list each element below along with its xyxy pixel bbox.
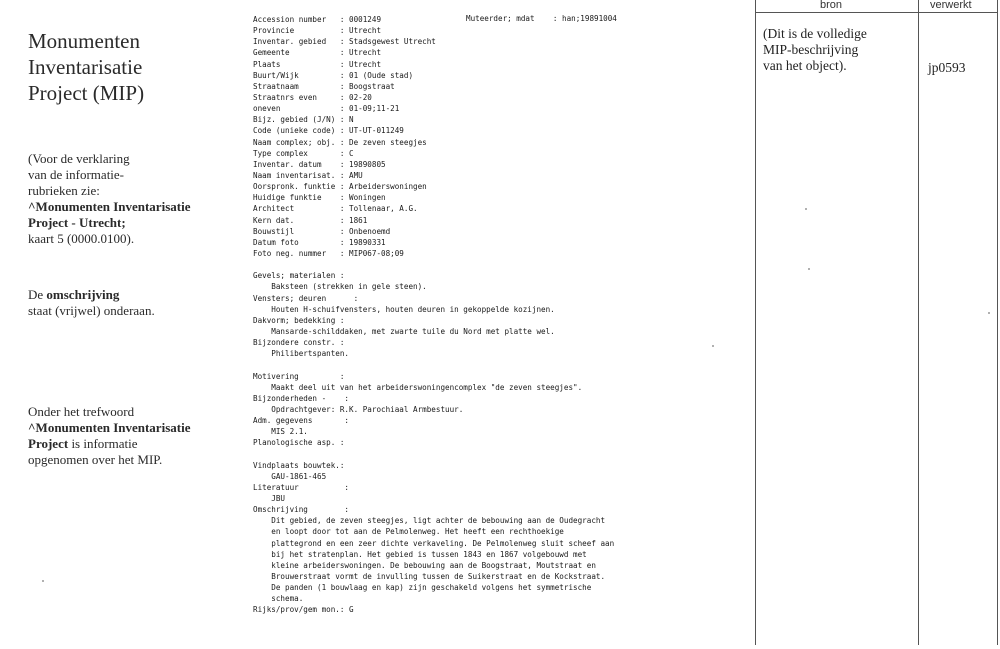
- section-value: Opdrachtgever: R.K. Parochiaal Armbestuur.: [253, 404, 464, 414]
- title-line-1: Monumenten: [28, 29, 140, 53]
- record-field: Code (unieke code) : UT-UT-011249: [253, 126, 404, 136]
- record-field: oneven : 01-09;11-21: [253, 104, 400, 114]
- section-value: Brouwerstraat vormt de invulling tussen de Suikerstraat en de Kockstraat.: [253, 572, 606, 582]
- record-field: Bijz. gebied (J/N) : N: [253, 115, 354, 125]
- record-field: Kern dat. : 1861: [253, 215, 368, 225]
- record-field: Datum foto : 19890331: [253, 237, 386, 247]
- header-underline: [755, 12, 998, 13]
- section-value: Dit gebied, de zeven steegjes, ligt achter de bebouwing aan de Oudegracht: [253, 516, 606, 526]
- section-label: Omschrijving :: [253, 505, 350, 515]
- record-field: Gemeente : Utrecht: [253, 48, 382, 58]
- record-field: Naam inventarisat. : AMU: [253, 170, 363, 180]
- bron-header: bron: [820, 0, 843, 11]
- record-field: Naam complex; obj. : De zeven steegjes: [253, 137, 427, 147]
- section-value: en loopt door tot aan de Pelmolenweg. Het heeft een rechthoekige: [253, 527, 564, 537]
- mutation-info: Muteerder; mdat : han;19891004: [466, 14, 617, 23]
- record-field: Inventar. datum : 19890805: [253, 159, 386, 169]
- section-label: Vensters; deuren :: [253, 293, 359, 303]
- section-label: Motivering :: [253, 371, 345, 381]
- verwerkt-code: jp0593: [928, 60, 966, 75]
- spacer: [253, 448, 753, 459]
- keyword-note: [28, 404, 190, 468]
- scan-speck: [808, 268, 810, 270]
- spacer: [253, 359, 753, 370]
- record-field: Buurt/Wijk : 01 (Oude stad): [253, 70, 414, 80]
- spacer: [253, 259, 753, 270]
- record-field: Type complex : C: [253, 148, 354, 158]
- record-field: Foto neg. nummer : MIP067-08;09: [253, 248, 404, 258]
- note-text: Onder het trefwoord: [28, 404, 135, 419]
- section-value: Houten H-schuifvensters, houten deuren in gekoppelde kozijnen.: [253, 304, 555, 314]
- section-label: Bijzondere constr. :: [253, 338, 345, 348]
- title-line-2: Inventarisatie: [28, 55, 143, 79]
- note-text: (Voor de verklaring: [28, 151, 130, 166]
- note-text: opgenomen over het MIP.: [28, 452, 163, 467]
- note-text: kaart 5 (0000.0100).: [28, 231, 135, 246]
- explanation-note: [28, 151, 190, 247]
- reference-link: ^Monumenten Inventarisatie: [28, 420, 191, 435]
- section-value: MIS 2.1.: [253, 427, 308, 437]
- bron-line: van het object).: [763, 58, 847, 73]
- note-bold: omschrijving: [46, 287, 120, 302]
- record-field: Architect : Tollenaar, A.G.: [253, 204, 418, 214]
- note-text: is informatie: [68, 436, 138, 451]
- section-label: Planologische asp. :: [253, 438, 345, 448]
- section-value: Maakt deel uit van het arbeiderswoningencomplex "de zeven steegjes".: [253, 382, 583, 392]
- section-value: kleine arbeiderswoningen. De bebouwing aan de Boogstraat, Moutstraat en: [253, 560, 596, 570]
- scan-speck: [988, 312, 990, 314]
- section-label: Bijzonderheden - :: [253, 393, 350, 403]
- record-block: [253, 14, 753, 616]
- note-text: rubrieken zie:: [28, 183, 100, 198]
- page-title: [28, 28, 144, 106]
- record-field: Plaats : Utrecht: [253, 59, 382, 69]
- bron-line: (Dit is de volledige: [763, 26, 867, 41]
- section-value: De panden (1 bouwlaag en kap) zijn geschakeld volgens het symmetrische: [253, 583, 592, 593]
- section-value: JBU: [253, 494, 286, 504]
- bron-line: MIP-beschrijving: [763, 42, 859, 57]
- section-value: GAU-1861-465: [253, 471, 327, 481]
- column-divider: [997, 0, 998, 645]
- section-label: Gevels; materialen :: [253, 271, 345, 281]
- record-field: Bouwstijl : Onbenoemd: [253, 226, 391, 236]
- section-label: Literatuur :: [253, 482, 350, 492]
- note-text: De: [28, 287, 47, 302]
- reference-link: Project - Utrecht;: [28, 215, 126, 230]
- section-value: Baksteen (strekken in gele steen).: [253, 282, 427, 292]
- section-value: schema.: [253, 594, 304, 604]
- title-line-3: Project (MIP): [28, 81, 145, 105]
- section-value: Philibertspanten.: [253, 349, 350, 359]
- bron-content: [763, 26, 867, 74]
- section-value: plattegrond en een zeer dichte verkaveling. De Pelmolenweg sluit scheef aan: [253, 538, 615, 548]
- reference-link: Project: [28, 436, 69, 451]
- section-label: Adm. gegevens :: [253, 416, 350, 426]
- column-divider: [755, 0, 756, 645]
- column-divider: [918, 0, 919, 645]
- record-field: Straatnrs even : 02-20: [253, 92, 372, 102]
- scan-speck: [712, 345, 714, 347]
- record-field: Inventar. gebied : Stadsgewest Utrecht: [253, 37, 436, 47]
- section-label: Rijks/prov/gem mon.: G: [253, 605, 354, 615]
- reference-link: ^Monumenten Inventarisatie: [28, 199, 191, 214]
- description-note: [28, 287, 155, 319]
- section-value: bij het stratenplan. Het gebied is tussen 1843 en 1867 volgebouwd met: [253, 549, 587, 559]
- verwerkt-header: verwerkt: [930, 0, 972, 11]
- note-text: van de informatie-: [28, 167, 125, 182]
- record-field: Accession number : 0001249: [253, 15, 382, 24]
- record-field: Huidige funktie : Woningen: [253, 193, 386, 203]
- record-field: Straatnaam : Boogstraat: [253, 81, 395, 91]
- section-value: Mansarde-schilddaken, met zwarte tuile du Nord met platte wel.: [253, 326, 555, 336]
- record-field: Oorspronk. funktie : Arbeiderswoningen: [253, 182, 427, 192]
- section-label: Dakvorm; bedekking :: [253, 315, 345, 325]
- section-label: Vindplaats bouwtek.:: [253, 460, 345, 470]
- scan-speck: [805, 208, 807, 210]
- note-text: staat (vrijwel) onderaan.: [28, 303, 155, 318]
- scan-speck: [42, 580, 44, 582]
- record-field: Provincie : Utrecht: [253, 26, 382, 36]
